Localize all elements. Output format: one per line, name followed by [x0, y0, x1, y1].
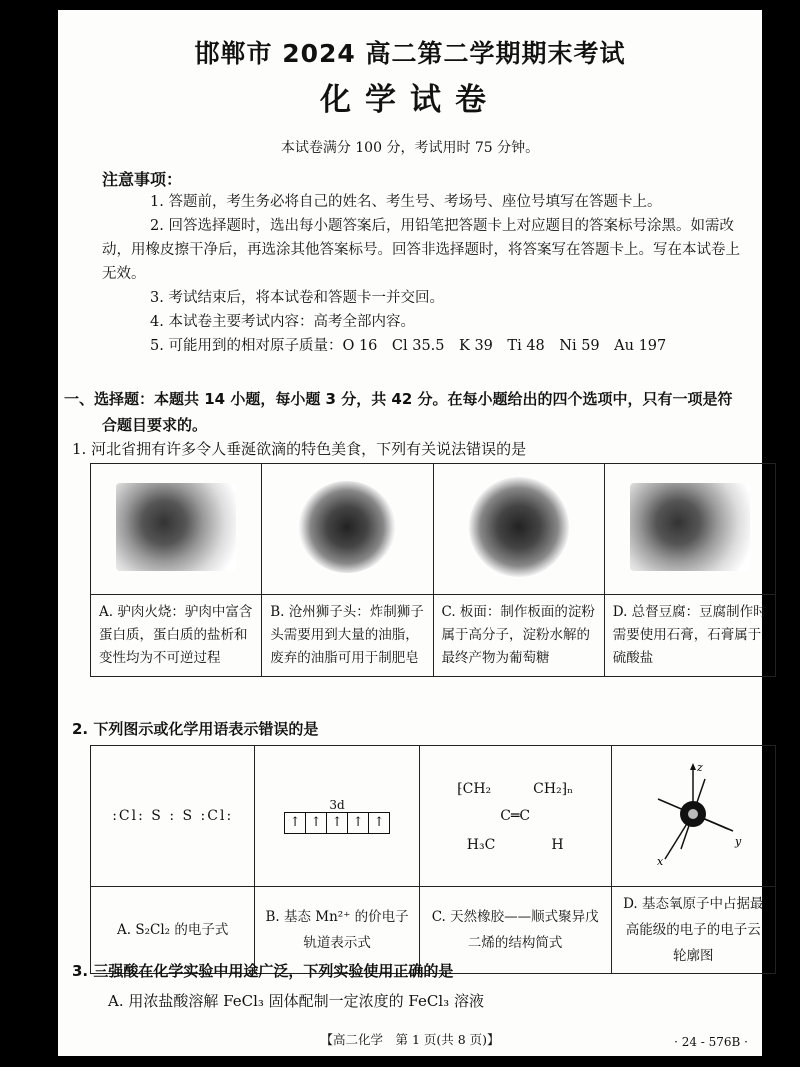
- option-d: D. 基态氧原子中占据最高能级的电子的电子云轮廓图: [611, 887, 775, 974]
- food-image-c: [433, 464, 604, 595]
- food-photo: [630, 483, 750, 571]
- food-photo: [299, 481, 395, 573]
- structure-line: ⁅CH₂ CH₂⁆ₙ: [457, 781, 574, 797]
- question-2-stem: 2. 下列图示或化学用语表示错误的是: [72, 720, 319, 738]
- diagram-b-orbital: [255, 746, 419, 887]
- food-photo: [116, 483, 236, 571]
- page-footer: 【高二化学 第 1 页(共 8 页)】: [320, 1032, 500, 1047]
- structure-line: H₃C H: [466, 837, 564, 853]
- notice-item: 5. 可能用到的相对原子质量：O 16 Cl 35.5 K 39 Ti 48 Ni 59 Au 197: [150, 338, 667, 354]
- section-heading: [64, 386, 754, 438]
- structure-line: C═C: [500, 808, 531, 824]
- option-a: A. S₂Cl₂ 的电子式: [91, 887, 255, 974]
- food-image-d: [604, 464, 775, 595]
- exam-title: 邯郸市 2024 高二第二学期期末考试: [194, 39, 626, 68]
- option-b: B. 基态 Mn²⁺ 的价电子轨道表示式: [255, 887, 419, 974]
- option-c: C. 板面：制作板面的淀粉属于高分子，淀粉水解的最终产物为葡萄糖: [433, 595, 604, 677]
- notice-heading: 注意事项：: [102, 170, 183, 189]
- diagram-a-electron-formula: [91, 746, 255, 887]
- option-b: B. 沧州狮子头：炸制狮子头需要用到大量的油脂，废弃的油脂可用于制肥皂: [262, 595, 433, 677]
- exam-info: 本试卷满分 100 分，考试用时 75 分钟。: [280, 140, 540, 156]
- orbital-boxes: [284, 812, 390, 834]
- up-arrow-icon: ↑: [327, 813, 348, 833]
- notice-list: [102, 190, 742, 358]
- food-image-a: [91, 464, 262, 595]
- svg-text:x: x: [657, 855, 664, 868]
- notice-item: 3. 考试结束后，将本试卷和答题卡一并交回。: [150, 290, 444, 306]
- question-2-table: [90, 745, 776, 974]
- up-arrow-icon: ↑: [285, 813, 306, 833]
- notice-item: 1. 答题前，考生务必将自己的姓名、考生号、考场号、座位号填写在答题卡上。: [150, 194, 662, 210]
- electron-formula: :Cl: S : S :Cl:: [112, 808, 234, 824]
- up-arrow-icon: ↑: [373, 815, 385, 830]
- diagram-c-structure: [419, 746, 611, 887]
- exam-code: · 24 - 576B ·: [674, 1035, 748, 1049]
- food-image-b: [262, 464, 433, 595]
- svg-text:y: y: [735, 835, 742, 848]
- question-1-table: [90, 463, 776, 677]
- up-arrow-icon: ↑: [306, 813, 327, 833]
- food-photo: [469, 477, 569, 577]
- option-a: A. 驴肉火烧：驴肉中富含蛋白质，蛋白质的盐析和变性均为不可逆过程: [91, 595, 262, 677]
- option-c: C. 天然橡胶——顺式聚异戊二烯的结构简式: [419, 887, 611, 974]
- option-d: D. 总督豆腐：豆腐制作时需要使用石膏，石膏属于硫酸盐: [604, 595, 775, 677]
- section-heading-line: 合题目要求的。: [102, 416, 208, 434]
- question-1-stem: 1. 河北省拥有许多令人垂涎欲滴的特色美食，下列有关说法错误的是: [72, 440, 527, 458]
- svg-text:z: z: [697, 761, 704, 774]
- question-3-option-a: A. 用浓盐酸溶解 FeCl₃ 固体配制一定浓度的 FeCl₃ 溶液: [108, 992, 484, 1010]
- diagram-d-electron-cloud: [611, 746, 775, 887]
- section-heading-line: 一、选择题：本题共 14 小题，每小题 3 分，共 42 分。在每小题给出的四个选项中，只有一项是符: [64, 390, 733, 408]
- orbital-label: 3d: [329, 798, 345, 812]
- question-3-stem: 3. 三强酸在化学实验中用途广泛，下列实验使用正确的是: [72, 962, 454, 980]
- up-arrow-icon: ↑: [348, 813, 369, 833]
- electron-cloud-icon: [633, 759, 753, 869]
- exam-page: [58, 10, 767, 1056]
- notice-item: 4. 本试卷主要考试内容：高考全部内容。: [150, 314, 415, 330]
- notice-item: 2. 回答选择题时，选出每小题答案后，用铅笔把答题卡上对应题目的答案标号涂黑。如需改动，用橡皮擦干净后，再选涂其他答案标号。回答非选择题时，将答案写在答题卡上。写在本试卷上无效。: [102, 218, 740, 282]
- exam-subject: 化学试卷: [320, 82, 500, 118]
